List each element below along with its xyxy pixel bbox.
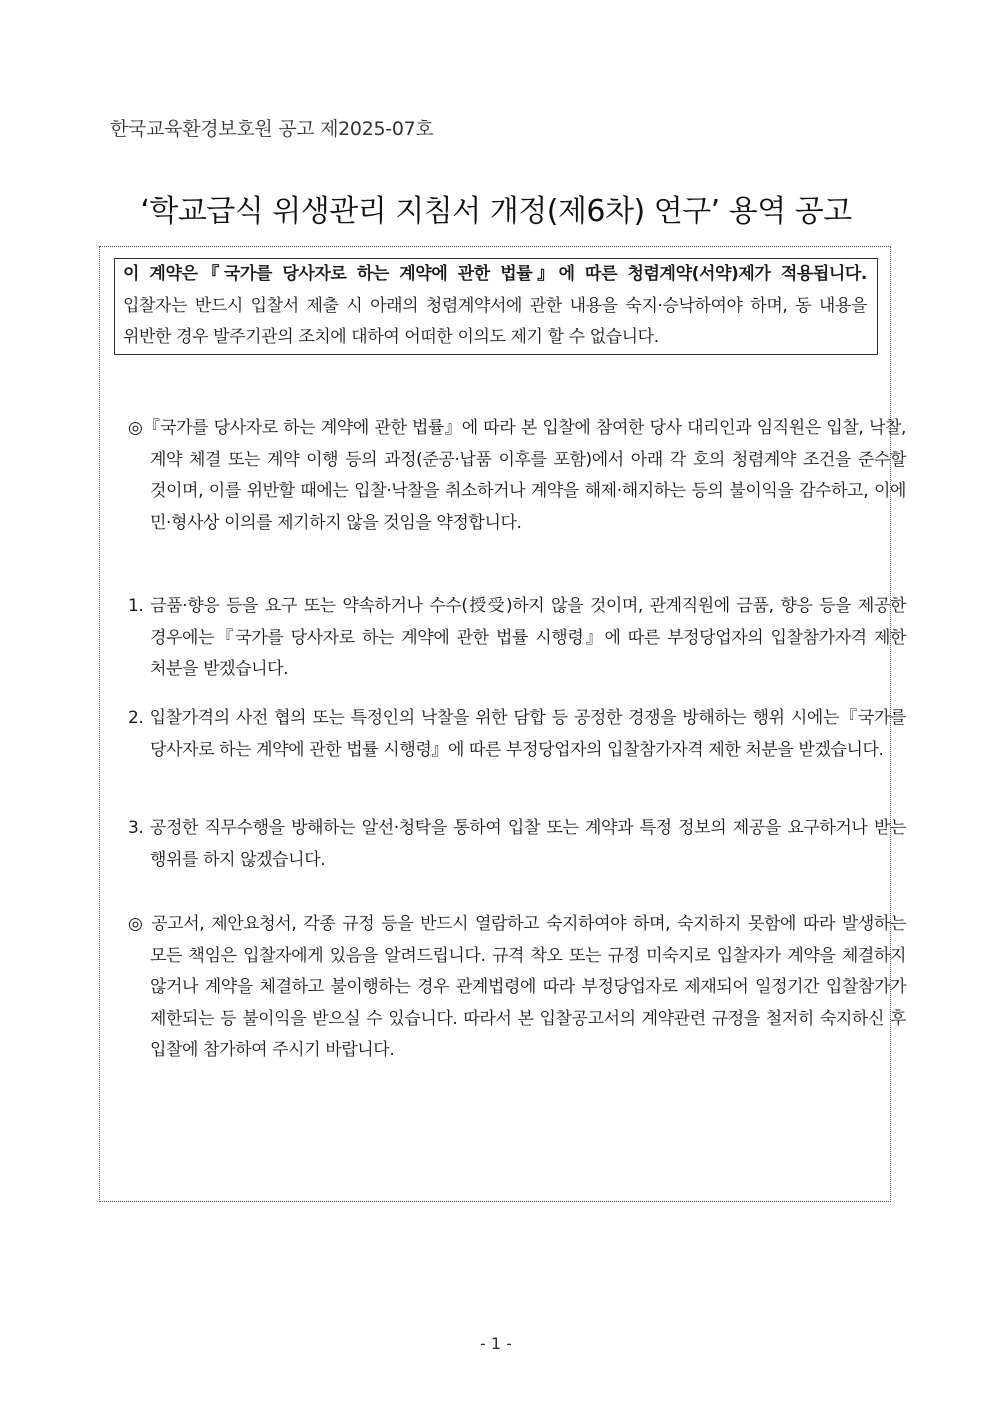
integrity-contract-notice-box [114, 258, 878, 355]
page-number: - 1 - [480, 1334, 512, 1353]
notice-number: 한국교육환경보호원 공고 제2025-07호 [110, 118, 434, 140]
bid-notice-paragraph: ◎ 공고서, 제안요청서, 각종 규정 등을 반드시 열람하고 숙지하여야 하며, 숙지하지 못함에 따라 발생하는 모든 책임은 입찰자에게 있음을 알려드립니다. 규격 착오 또는 규정 미숙지로 입찰자가 계약을 체결하지 않거나 계약을 체결하고 불이행하는 경우 관계법령에 따라 부정당업자로 제재되어 일정기간 입찰참가가 제한되는 등 불이익을 받으실 수 있습니다. 따라서 본 입찰공고서의 계약관련 규정을 철저히 숙지하신 후 입찰에 참가하여 주시기 바랍니다. [128, 914, 906, 1060]
content-frame [99, 246, 906, 1202]
integrity-contract-text: 입찰자는 반드시 입찰서 제출 시 아래의 청렴계약서에 관한 내용을 숙지·승낙하여야 하며, 동 내용을 위반한 경우 발주기관의 조치에 대하여 어떠한 이의도 제기 할 수 없습니다. [123, 295, 867, 347]
pledge-intro: ◎『국가를 당사자로 하는 계약에 관한 법률』에 따라 본 입찰에 참여한 당사 대리인과 임직원은 입찰, 낙찰, 계약 체결 또는 계약 이행 등의 과정(준공·납품 이후를 포함)에서 아래 각 호의 청렴계약 조건을 준수할 것이며, 이를 위반할 때에는 입찰·낙찰을 취소하거나 계약을 해제·해지하는 등의 불이익을 감수하고, 이에 민·형사상 이의를 제기하지 않을 것임을 약정합니다. [128, 418, 906, 533]
pledge-item-1: 1. 금품·향응 등을 요구 또는 약속하거나 수수(授受)하지 않을 것이며, 관계직원에 금품, 향응 등을 제공한 경우에는『국가를 당사자로 하는 계약에 관한 법률 시행령』에 따른 부정당업자의 입찰참가자격 제한 처분을 받겠습니다. [128, 596, 906, 679]
pledge-item-2: 2. 입찰가격의 사전 협의 또는 특정인의 낙찰을 위한 담합 등 공정한 경쟁을 방해하는 행위 시에는『국가를 당사자로 하는 계약에 관한 법률 시행령』에 따른 부정당업자의 입찰참가자격 제한 처분을 받겠습니다. [128, 708, 906, 760]
integrity-contract-bold-text: 이 계약은『국가를 당사자로 하는 계약에 관한 법률』에 따른 청렴계약(서약)제가 적용됩니다. [123, 264, 867, 284]
pledge-item-3: 3. 공정한 직무수행을 방해하는 알선·청탁을 통하여 입찰 또는 계약과 특정 정보의 제공을 요구하거나 받는 행위를 하지 않겠습니다. [128, 818, 906, 870]
document-title: ‘학교급식 위생관리 지침서 개정(제6차) 연구’ 용역 공고 [140, 194, 852, 229]
